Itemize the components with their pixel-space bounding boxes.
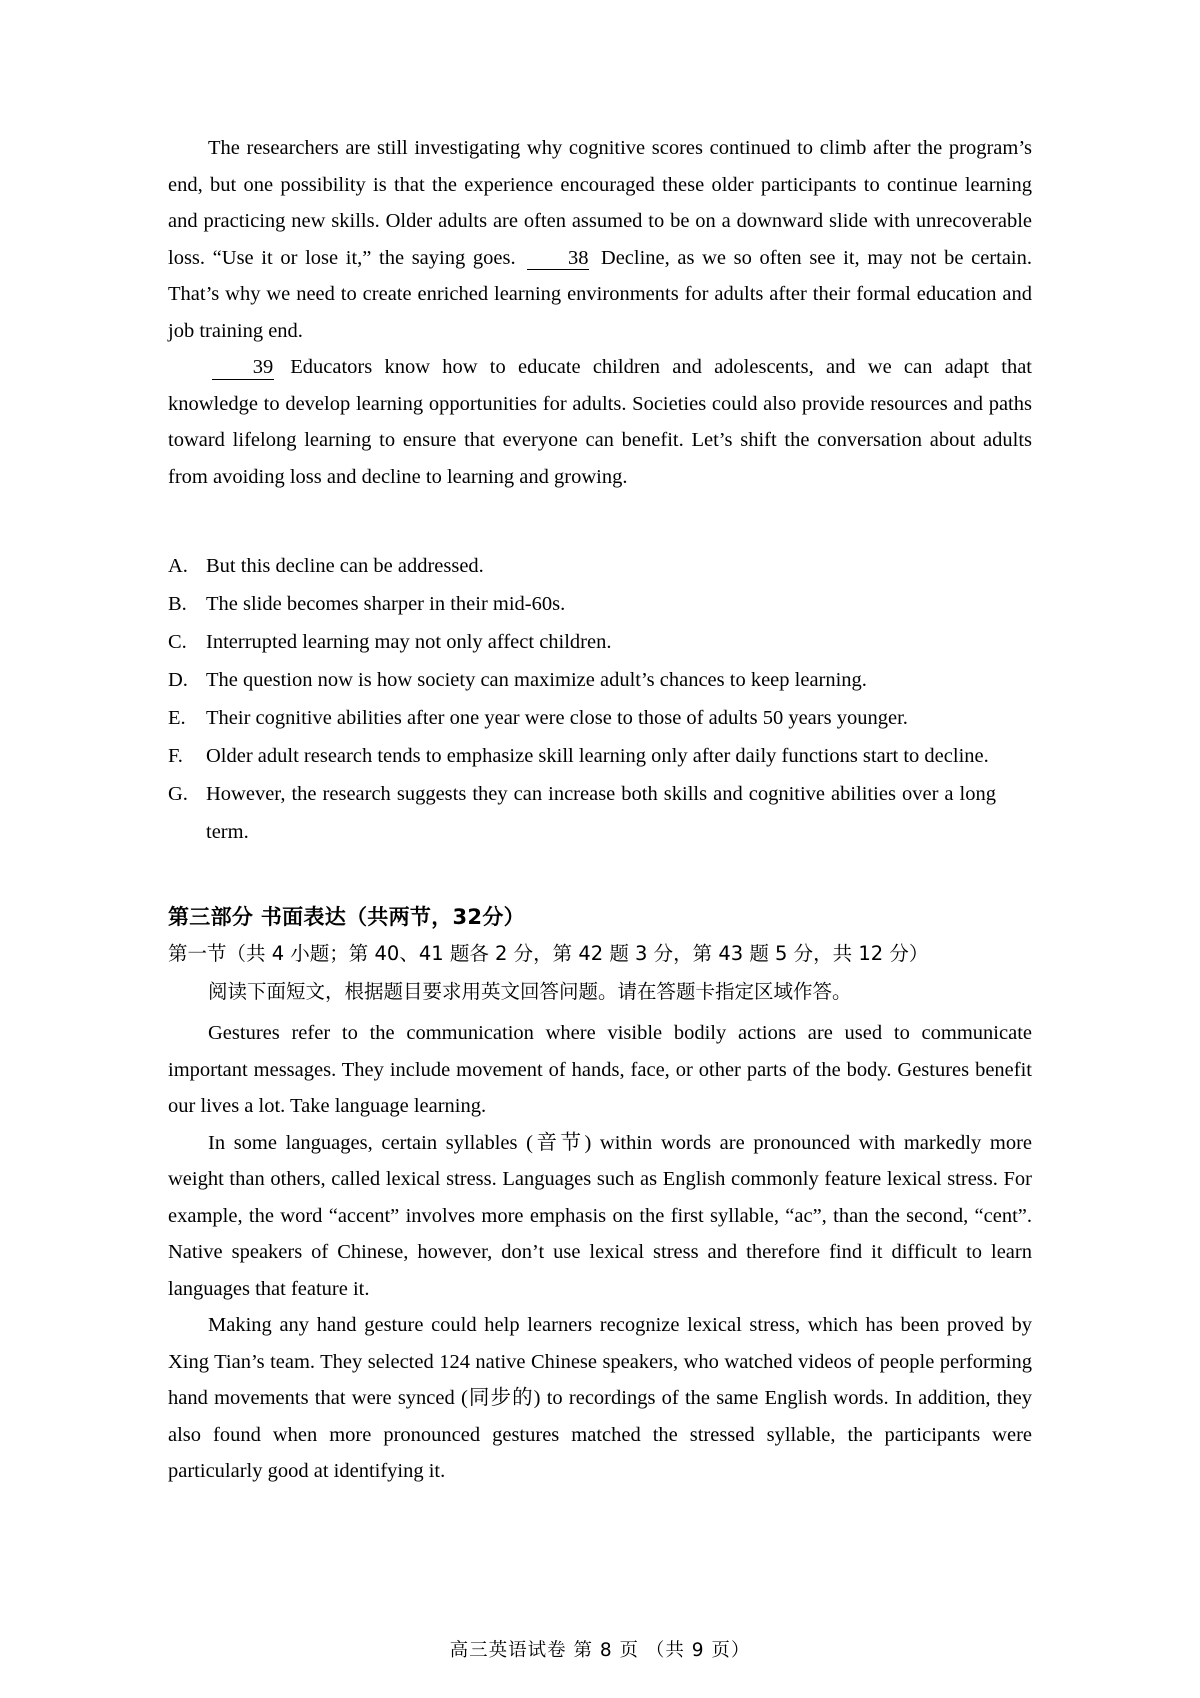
option-letter: G. [168, 783, 188, 805]
option-letter: B. [168, 593, 187, 615]
passage-paragraph-1: Gestures refer to the communication where visible bodily actions are used to communicate important messages. They include movement of hands, face, or other parts of the body. Gestures benefit our lives a lot. Take language learning. [168, 1022, 1032, 1117]
option-text: Older adult research tends to emphasize skill learning only after daily functions start to decline. [206, 745, 989, 767]
option-text: Interrupted learning may not only affect children. [206, 631, 612, 653]
option-letter: F. [168, 745, 183, 767]
blank-39: 39 [212, 357, 274, 380]
section-directive: 阅读下面短文，根据题目要求用英文回答问题。请在答题卡指定区域作答。 [208, 980, 852, 1003]
option-letter: E. [168, 707, 186, 729]
option-text: But this decline can be addressed. [206, 555, 484, 577]
paragraph-39-after: Educators know how to educate children and adolescents, and we can adapt that knowledge to develop learning opportunities for adults. Societies could also provide resources and paths toward lifelong learning to ensure that everyone can benefit. Let’s shift the conversation about adults from avoiding loss and decline to learning and growing. [168, 356, 1032, 488]
option-text: The question now is how society can maximize adult’s chances to keep learning. [206, 669, 867, 691]
option-letter: C. [168, 631, 187, 653]
passage-paragraph-3: Making any hand gesture could help learners recognize lexical stress, which has been proved by Xing Tian’s team. They selected 124 native Chinese speakers, who watched videos of people performing hand movements that were synced (同步的) to recordings of the same English words. In addition, they also found when more pronounced gestures matched the stressed syllable, the participants were particularly good at identifying it. [168, 1314, 1032, 1482]
option-item-a[interactable] [168, 547, 1032, 585]
option-letter: A. [168, 555, 188, 577]
option-item-g[interactable] [168, 775, 1032, 851]
option-text: Their cognitive abilities after one year were close to those of adults 50 years younger. [206, 707, 908, 729]
passage-paragraph-2: In some languages, certain syllables (音节) within words are pronounced with markedly more weight than others, called lexical stress. Languages such as English commonly feature lexical stress. For example, the word “accent” involves more emphasis on the first syllable, “ac”, than the second, “cent”. Native speakers of Chinese, however, don’t use lexical stress and therefore find it difficult to learn languages that feature it. [168, 1131, 1032, 1300]
paragraph-38-after: Decline, as we so often see it, may not be certain. That’s why we need to create enriched learning environments for adults after their formal education and job training end. [168, 246, 1032, 342]
option-item-f[interactable] [168, 737, 1032, 775]
paragraph-38-before: The researchers are still investigating why cognitive scores continued to climb after the program’s end, but one possibility is that the experience encouraged these older participants to continue learning and practicing new skills. Older adults are often assumed to be on a downward slide with unrecoverable loss. “Use it or lose it,” the saying goes. [168, 137, 1032, 269]
option-item-c[interactable] [168, 623, 1032, 661]
paragraph-39 [168, 349, 1032, 495]
section-title: 第三部分 书面表达（共两节，32分） [168, 905, 525, 929]
blank-38: 38 [527, 248, 589, 271]
page-footer: 高三英语试卷 第 8 页 （共 9 页） [449, 1640, 751, 1661]
option-item-b[interactable] [168, 585, 1032, 623]
option-list [168, 547, 1032, 851]
option-item-e[interactable] [168, 699, 1032, 737]
paragraph-38 [168, 130, 1032, 349]
option-item-d[interactable] [168, 661, 1032, 699]
option-text: The slide becomes sharper in their mid-60s. [206, 593, 566, 615]
option-letter: D. [168, 669, 188, 691]
option-text: However, the research suggests they can increase both skills and cognitive abilities over a long term. [206, 783, 996, 843]
section-subtitle: 第一节（共 4 小题；第 40、41 题各 2 分，第 42 题 3 分，第 43 题 5 分，共 12 分） [168, 942, 929, 965]
